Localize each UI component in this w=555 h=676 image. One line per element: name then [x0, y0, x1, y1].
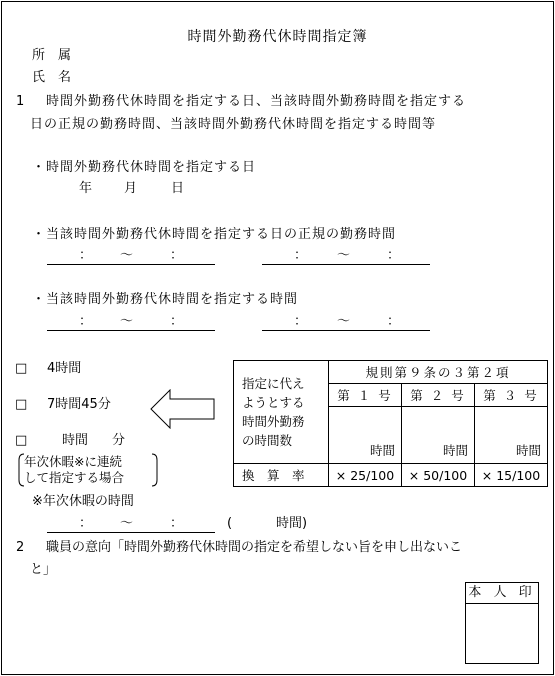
section2-text-line2: と」: [30, 562, 57, 577]
left-arrow-icon: [150, 389, 216, 429]
rate-value: × 50/100: [402, 464, 475, 487]
time-tilde: ～: [120, 314, 134, 329]
year-label: 年: [79, 181, 93, 196]
page-title: 時間外勤務代休時間指定簿: [187, 29, 368, 45]
name-label: 氏 名: [32, 70, 72, 85]
checkbox-custom[interactable]: □: [15, 433, 28, 448]
item-specify-time-label: ・当該時間外勤務代休時間を指定する時間: [32, 292, 299, 307]
time-colon: ：: [79, 248, 93, 263]
table-row-header: [234, 361, 329, 464]
note-line2: して指定する場合: [24, 470, 125, 485]
note-line1: 年次休暇※に連続: [24, 454, 122, 469]
regular-hours-field-2[interactable]: [262, 264, 430, 265]
rate-value: × 25/100: [329, 464, 402, 487]
section1-text-line1: 時間外勤務代休時間を指定する日、当該時間外勤務時間を指定する: [46, 94, 467, 109]
option-custom-hours: 時間: [62, 433, 89, 448]
paren-hours-close: 時間): [276, 516, 308, 531]
section1-number: 1: [16, 94, 25, 109]
month-label: 月: [124, 181, 138, 196]
row-header-line: の時間数: [242, 433, 293, 448]
time-colon: ：: [387, 248, 401, 263]
time-colon: ：: [170, 248, 184, 263]
column-header: 第 ３ 号: [475, 384, 548, 407]
column-header: 第 ２ 号: [402, 384, 475, 407]
section2-text-line1: 職員の意向「時間外勤務代休時間の指定を希望しない旨を申し出ないこ: [46, 540, 463, 555]
time-colon: ：: [387, 314, 401, 329]
time-colon: ：: [170, 516, 184, 531]
item-regular-hours-label: ・当該時間外勤務代休時間を指定する日の正規の勤務時間: [32, 227, 397, 242]
checkbox-7h45[interactable]: □: [15, 397, 28, 412]
seal-label: 本 人 印: [466, 583, 538, 604]
time-colon: ：: [79, 516, 93, 531]
time-tilde: ～: [337, 314, 351, 329]
annual-leave-time-field[interactable]: [47, 532, 215, 533]
option-7h45-label: 7時間45分: [47, 397, 111, 412]
row-header-line: 指定に代え: [242, 376, 305, 391]
time-tilde: ～: [120, 248, 134, 263]
column-header: 第 １ 号: [329, 384, 402, 407]
rate-table: [233, 360, 548, 487]
option-4h-label: 4時間: [47, 361, 82, 376]
row-header-line: 時間外勤務: [242, 414, 305, 429]
section1-text-line2: 日の正規の勤務時間、当該時間外勤務代休時間を指定する時間等: [30, 117, 437, 132]
row-header-line: ようとする: [242, 395, 305, 410]
table-group-header: 規則第９条の３第２項: [329, 361, 548, 384]
time-colon: ：: [170, 314, 184, 329]
rate-label: 換 算 率: [234, 464, 329, 487]
specified-time-field-2[interactable]: [262, 330, 430, 331]
hours-cell-1[interactable]: 時間: [329, 407, 402, 464]
rate-value: × 15/100: [475, 464, 548, 487]
personal-seal-box[interactable]: [465, 582, 539, 664]
paren-open: (: [227, 516, 233, 531]
checkbox-4h[interactable]: □: [15, 361, 28, 376]
option-custom-minutes: 分: [112, 433, 126, 448]
regular-hours-field-1[interactable]: [47, 264, 215, 265]
annual-leave-label: ※年次休暇の時間: [32, 494, 134, 509]
hours-cell-3[interactable]: 時間: [475, 407, 548, 464]
time-colon: ：: [79, 314, 93, 329]
day-label: 日: [171, 181, 185, 196]
affiliation-label: 所 属: [32, 48, 72, 63]
time-colon: ：: [294, 248, 308, 263]
specified-time-field-1[interactable]: [47, 330, 215, 331]
section2-number: 2: [16, 540, 25, 555]
hours-cell-2[interactable]: 時間: [402, 407, 475, 464]
time-tilde: ～: [337, 248, 351, 263]
time-colon: ：: [294, 314, 308, 329]
time-tilde: ～: [120, 516, 134, 531]
item-specify-day-label: ・時間外勤務代休時間を指定する日: [32, 160, 257, 175]
